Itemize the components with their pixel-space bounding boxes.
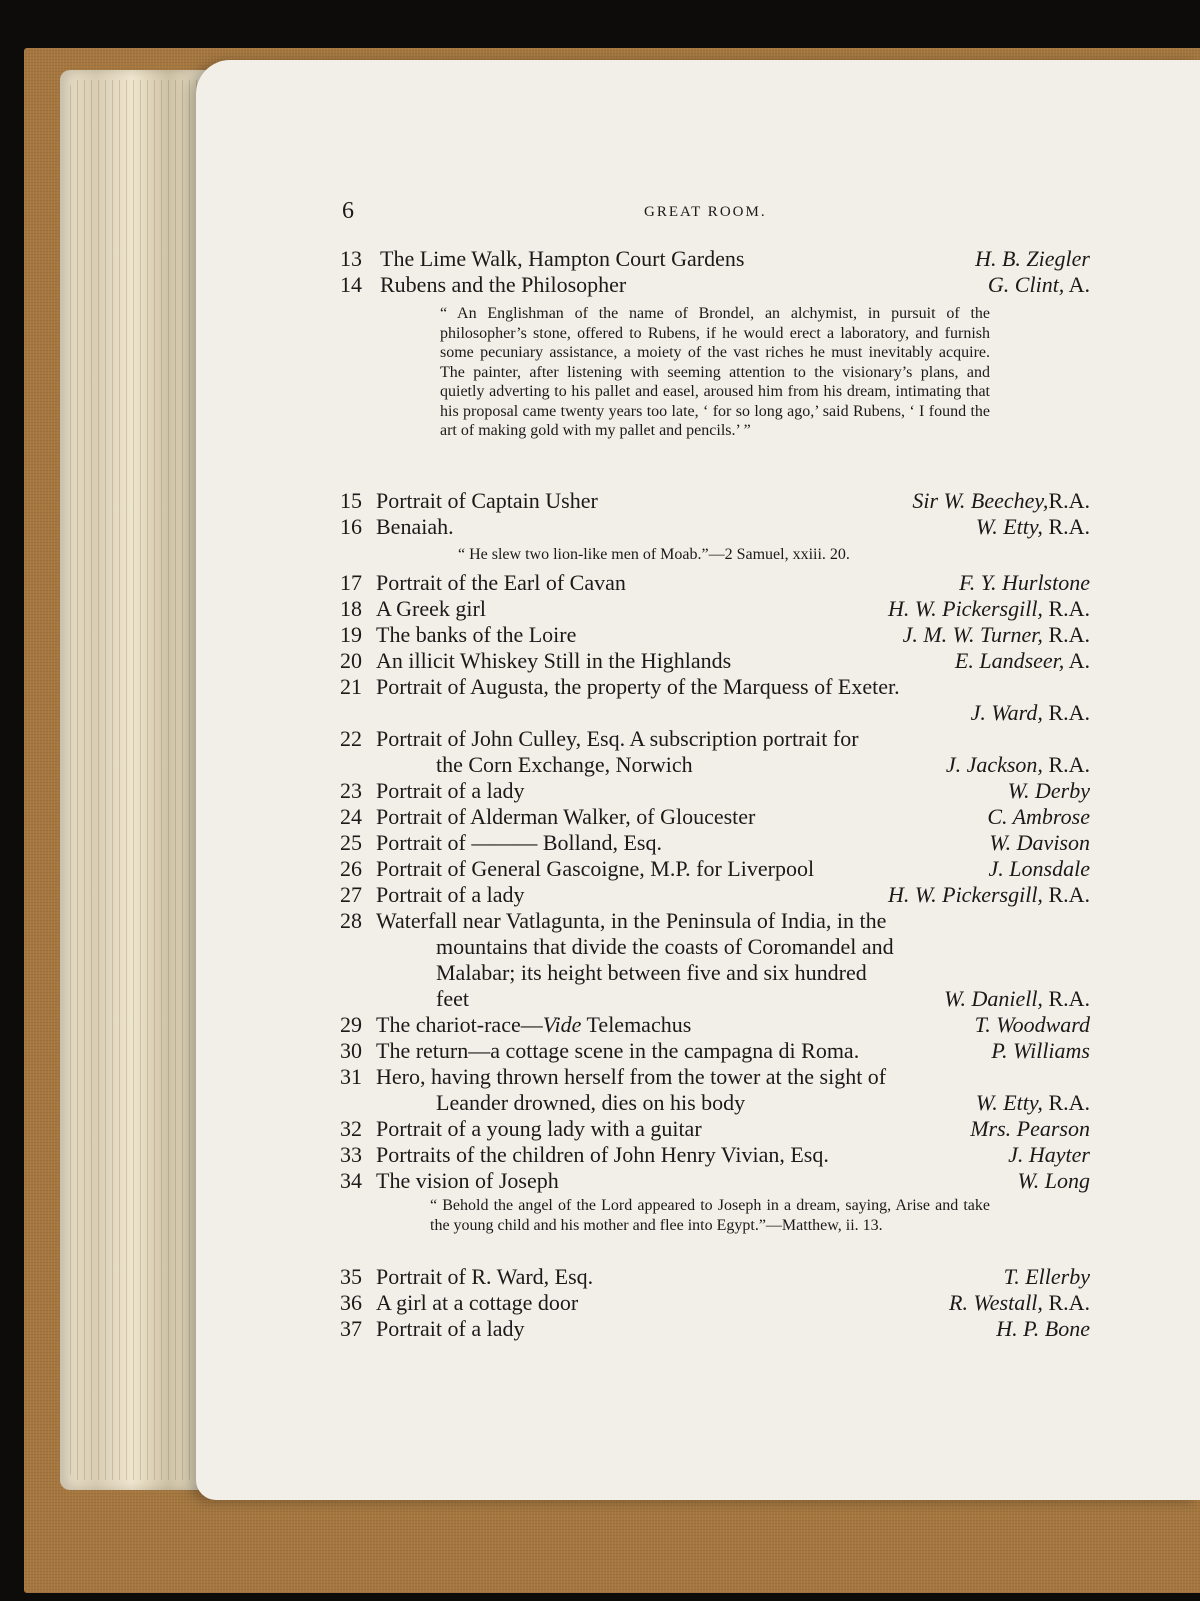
entry-number: 33 (340, 1142, 362, 1167)
entry-artist: E. Landseer, A. (954, 648, 1090, 673)
entry-artist: T. Woodward (974, 1012, 1090, 1037)
entry-number: 23 (340, 778, 362, 803)
entry-title: Portraits of the children of John Henry Vivian, Esq. (376, 1142, 829, 1167)
entry-title: An illicit Whiskey Still in the Highlands (376, 648, 732, 673)
entry-artist: J. M. W. Turner, R.A. (902, 622, 1090, 647)
entry-title: Benaiah. (376, 514, 454, 539)
entry-number: 28 (340, 908, 362, 933)
entry-artist: J. Lonsdale (988, 856, 1090, 881)
entry-title: Portrait of Augusta, the property of the Marquess of Exeter. (376, 674, 900, 699)
entry-number: 30 (340, 1038, 362, 1063)
entry-number: 13 (340, 246, 362, 271)
entry-title-continued: Malabar; its height between five and six hundred (436, 960, 867, 985)
entry-artist: F. Y. Hurlstone (959, 570, 1090, 595)
entry-title: The banks of the Loire (376, 622, 577, 647)
entry-artist: J. Hayter (1008, 1142, 1090, 1167)
entry-title: Portrait of Alderman Walker, of Gloucester (376, 804, 756, 829)
entry-artist: Sir W. Beechey,R.A. (912, 488, 1090, 513)
entry-title: Portrait of a lady (376, 778, 525, 803)
entry-number: 27 (340, 882, 362, 907)
entry-number: 14 (340, 272, 362, 297)
entry-artist: H. B. Ziegler (975, 246, 1090, 271)
entry-number: 32 (340, 1116, 362, 1141)
entry-artist: H. W. Pickersgill, R.A. (887, 882, 1090, 907)
entry-title: A Greek girl (376, 596, 486, 621)
entry-title: Rubens and the Philosopher (380, 272, 627, 297)
entry-number: 21 (340, 674, 362, 699)
entry-artist: H. P. Bone (996, 1316, 1090, 1341)
entry-title: Portrait of a lady (376, 882, 525, 907)
entry-artist: J. Ward, R.A. (970, 700, 1090, 725)
entry-artist: R. Westall, R.A. (949, 1290, 1090, 1315)
entry-number: 29 (340, 1012, 362, 1037)
entry-title: Portrait of R. Ward, Esq. (376, 1264, 594, 1289)
rubens-quote: “ An Englishman of the name of Brondel, an alchymist, in pursuit of the philosopher’s stone, offered to Rubens, if he would erect a laboratory, and furnish some pecuniary assistance, a moiety of the vast riches he must inevitably acquire. The painter, after listening with seeming attention to the visionary’s plans, and quietly adverting to his pallet and easel, aroused him from his dream, intimating that his proposal came twenty years too late, ‘ for so long ago,’ said Rubens, ‘ I found the art of making gold with my pallet and pencils.’ ” (440, 305, 990, 439)
entry-number: 35 (340, 1264, 362, 1289)
entry-number: 37 (340, 1316, 362, 1341)
entry-number: 22 (340, 726, 362, 751)
entry-artist: P. Williams (991, 1038, 1090, 1063)
joseph-quote: “ Behold the angel of the Lord appeared to Joseph in a dream, saying, Arise and take the young child and his mother and flee into Egypt.”—Matthew, ii. 13. (430, 1197, 990, 1234)
entry-artist: W. Etty, R.A. (975, 514, 1090, 539)
page-number: 6 (342, 198, 354, 224)
entry-title: The Lime Walk, Hampton Court Gardens (380, 246, 745, 271)
entry-artist: G. Clint, A. (987, 272, 1090, 297)
entry-number: 20 (340, 648, 362, 673)
entry-title-continued: the Corn Exchange, Norwich (436, 752, 693, 777)
entry-title: Portrait of a young lady with a guitar (376, 1116, 702, 1141)
benaiah-quote: “ He slew two lion-like men of Moab.”—2 Samuel, xxiii. 20. (458, 546, 850, 563)
entry-title: The vision of Joseph (376, 1168, 559, 1193)
entry-number: 24 (340, 804, 362, 829)
entry-title: Portrait of Captain Usher (376, 488, 598, 513)
entry-artist: W. Long (1017, 1168, 1090, 1193)
entry-artist: Mrs. Pearson (970, 1116, 1090, 1141)
entry-number: 25 (340, 830, 362, 855)
entry-title: Portrait of John Culley, Esq. A subscription portrait for (376, 726, 859, 751)
entry-title: Portrait of ——— Bolland, Esq. (376, 830, 662, 855)
entry-number: 34 (340, 1168, 362, 1193)
entry-number: 16 (340, 514, 362, 539)
entry-number: 18 (340, 596, 362, 621)
entry-number: 15 (340, 488, 362, 513)
entry-number: 26 (340, 856, 362, 881)
entry-artist: W. Derby (1007, 778, 1090, 803)
entry-number: 31 (340, 1064, 362, 1089)
entry-title: The chariot-race—Vide Telemachus (376, 1012, 692, 1037)
entry-title: Hero, having thrown herself from the tower at the sight of (376, 1064, 887, 1089)
entry-number: 17 (340, 570, 362, 595)
entry-artist: C. Ambrose (987, 804, 1090, 829)
entry-title-continued: mountains that divide the coasts of Coromandel and (436, 934, 894, 959)
entry-number: 36 (340, 1290, 362, 1315)
entry-title: Portrait of General Gascoigne, M.P. for Liverpool (376, 856, 815, 881)
entry-title: Waterfall near Vatlagunta, in the Peninsula of India, in the (376, 908, 887, 933)
entry-artist: W. Daniell, R.A. (944, 986, 1090, 1011)
catalogue-page (196, 60, 1200, 1500)
entry-artist: H. W. Pickersgill, R.A. (887, 596, 1090, 621)
running-head: GREAT ROOM. (644, 204, 767, 220)
entry-title: A girl at a cottage door (376, 1290, 579, 1315)
entry-artist: W. Davison (989, 830, 1090, 855)
entry-artist: J. Jackson, R.A. (945, 752, 1090, 777)
entry-title-continued: Leander drowned, dies on his body (436, 1090, 746, 1115)
entry-title: Portrait of the Earl of Cavan (376, 570, 626, 595)
entry-artist: W. Etty, R.A. (975, 1090, 1090, 1115)
entry-title: The return—a cottage scene in the campagna di Roma. (376, 1038, 860, 1063)
entry-title: Portrait of a lady (376, 1316, 525, 1341)
entry-artist: T. Ellerby (1003, 1264, 1090, 1289)
entry-number: 19 (340, 622, 362, 647)
entry-title-continued: feet (436, 986, 469, 1011)
